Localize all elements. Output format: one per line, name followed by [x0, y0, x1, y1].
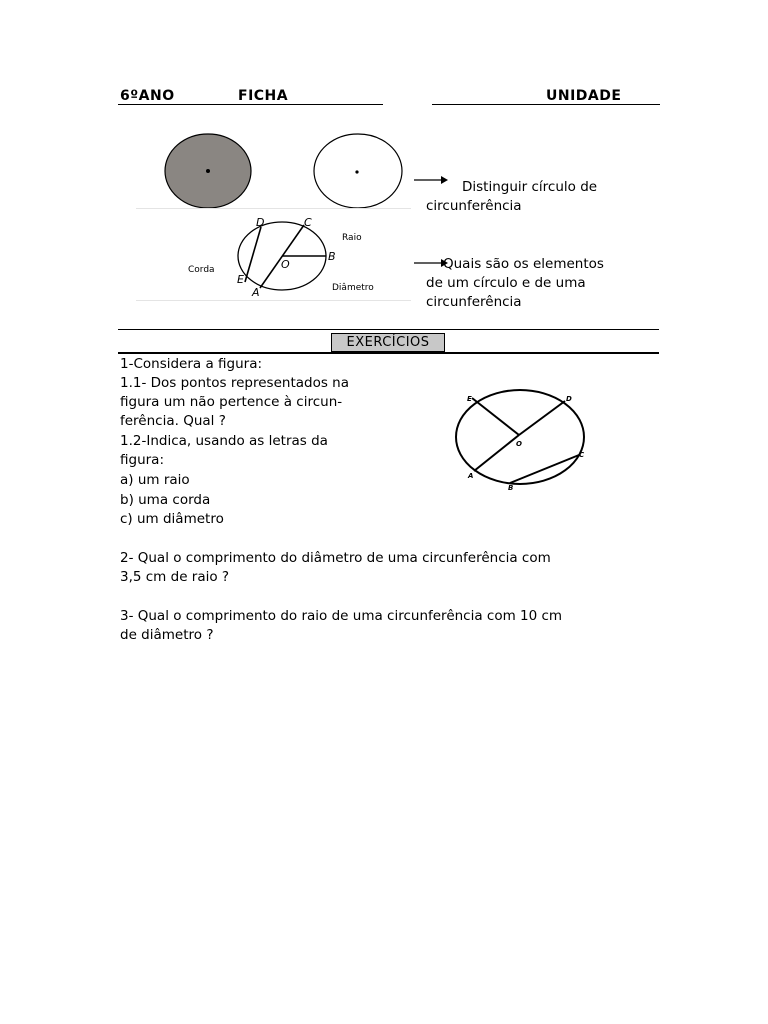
note-distinguish-line1: Distinguir círculo de	[462, 179, 598, 195]
q1-1-line1: 1.1- Dos pontos representados na	[120, 375, 350, 391]
header-underline-right	[432, 104, 660, 105]
chord-label: Corda	[188, 265, 215, 275]
exercise-circle-figure	[448, 385, 598, 495]
ex-point-b-label: B	[508, 484, 514, 492]
ex-point-a-label: A	[468, 472, 474, 480]
q1-1-line3: ferência. Qual ?	[120, 413, 226, 429]
circle-center-dot	[355, 170, 358, 173]
radius-label: Raio	[342, 233, 362, 243]
point-b-label: B	[328, 250, 336, 263]
q1-2-option-a: a) um raio	[120, 472, 190, 488]
note-elements-line1: Quais são os elementos	[443, 256, 604, 272]
grade-label: 6ºANO	[120, 88, 175, 104]
exercise-radius-eo	[472, 398, 519, 435]
ex-point-e-label: E	[467, 395, 472, 403]
ficha-label: FICHA	[238, 88, 289, 104]
diameter-label: Diâmetro	[332, 283, 374, 293]
q2-line2: 3,5 cm de raio ?	[120, 569, 230, 585]
q2-line1: 2- Qual o comprimento do diâmetro de uma circunferência com	[120, 550, 551, 566]
q1-2-option-c: c) um diâmetro	[120, 511, 224, 527]
q1-title: 1-Considera a figura:	[120, 356, 263, 372]
unidade-label: UNIDADE	[546, 88, 622, 104]
point-e-label: E	[237, 273, 244, 286]
q1-2-line1: 1.2-Indica, usando as letras da	[120, 433, 328, 449]
exercises-bottom-rule	[118, 352, 659, 354]
point-a-label: A	[252, 286, 260, 299]
q1-1-line2: figura um não pertence à circun-	[120, 394, 343, 410]
q1-2-line2: figura:	[120, 452, 165, 468]
note-elements-line2: de um círculo e de uma	[426, 275, 586, 291]
intro-separator-bottom	[136, 300, 411, 301]
q1-2-option-b: b) uma corda	[120, 492, 211, 508]
exercises-top-rule	[118, 329, 659, 330]
header-underline-left	[118, 104, 383, 105]
point-d-label: D	[256, 216, 265, 229]
point-c-label: C	[304, 216, 312, 229]
circle-vs-disk-figure	[130, 120, 420, 220]
exercise-radius-od	[519, 401, 565, 435]
point-o-label: O	[281, 258, 290, 271]
ex-point-o-label: O	[516, 440, 522, 448]
q3-line2: de diâmetro ?	[120, 627, 214, 643]
ex-point-d-label: D	[566, 395, 572, 403]
note-distinguish-line2: circunferência	[426, 198, 522, 214]
exercises-title: EXERCÍCIOS	[331, 333, 445, 352]
ex-point-c-label: C	[579, 451, 585, 459]
circle-elements-figure	[180, 212, 420, 302]
q3-line1: 3- Qual o comprimento do raio de uma circunferência com 10 cm	[120, 608, 563, 624]
exercise-diameter-ao	[474, 435, 519, 471]
disk-center-dot	[206, 169, 210, 173]
note-elements-line3: circunferência	[426, 294, 522, 310]
exercise-chord-bc	[510, 455, 579, 483]
arrow-right-icon	[413, 173, 449, 187]
intro-separator	[136, 208, 411, 209]
